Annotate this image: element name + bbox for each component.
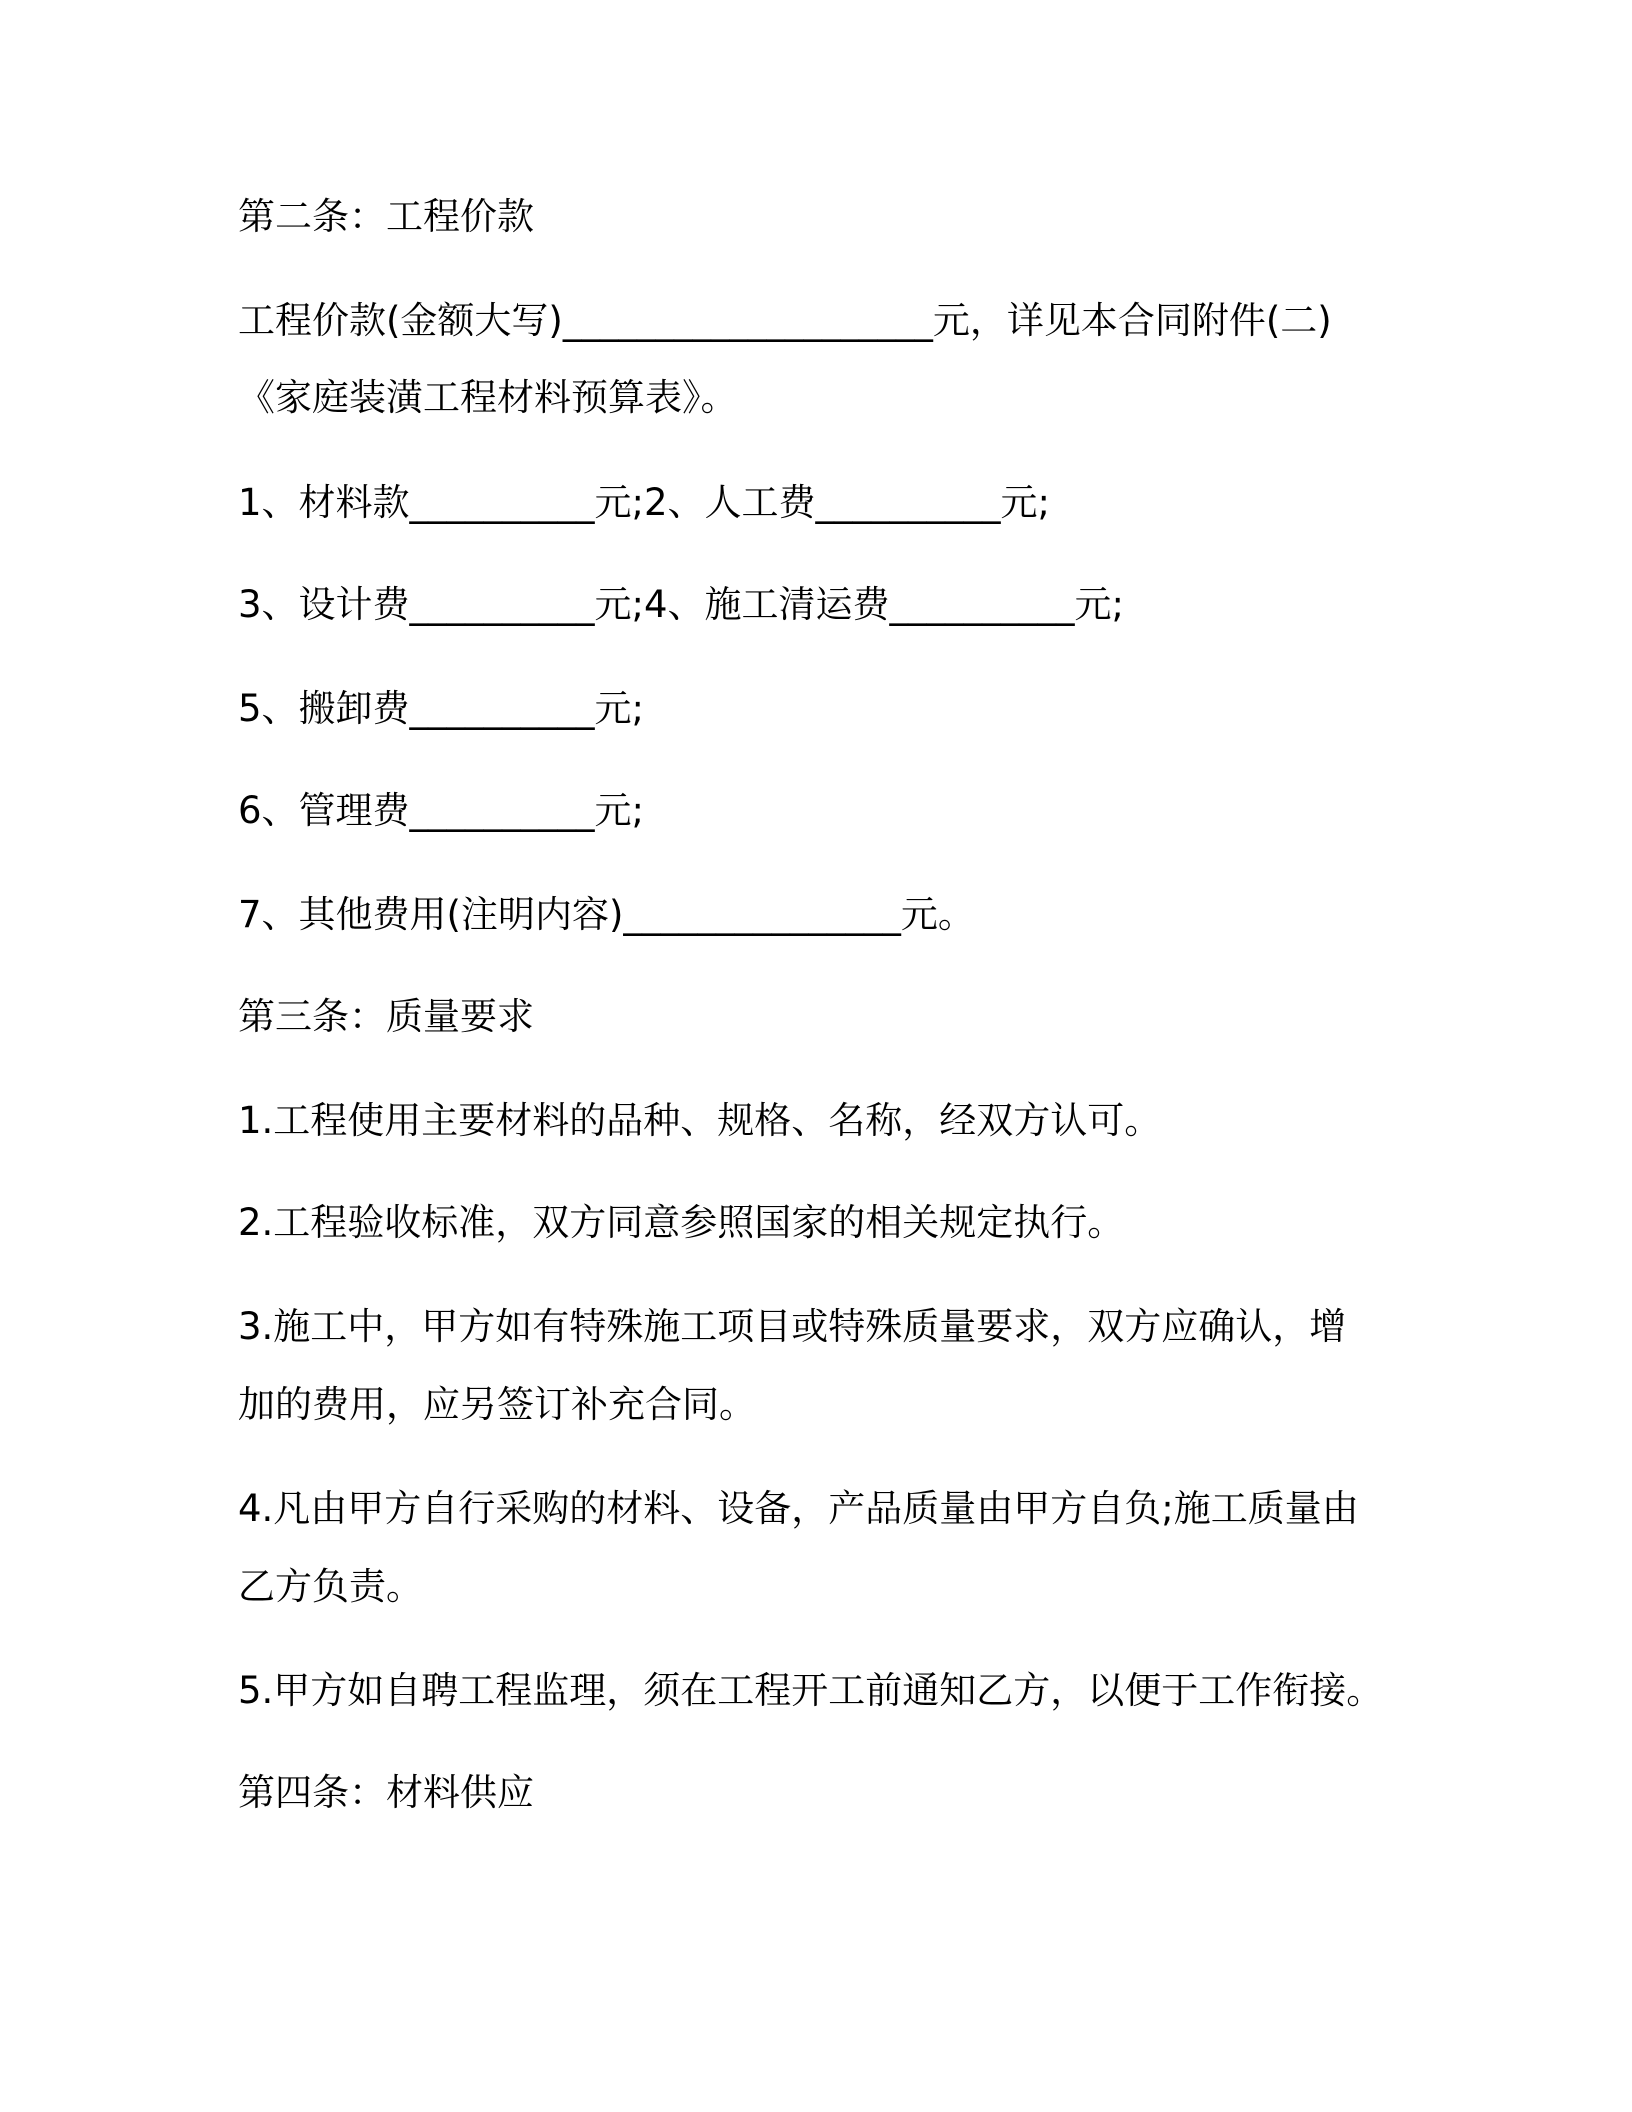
quality-item-1: 1.工程使用主要材料的品种、规格、名称，经双方认可。: [238, 1099, 1162, 1142]
quality-item-3-line-1: 3.施工中，甲方如有特殊施工项目或特殊质量要求，双方应确认，增: [238, 1305, 1347, 1348]
quality-item-4-line-2: 乙方负责。: [238, 1565, 423, 1608]
quality-item-4-line-1: 4.凡由甲方自行采购的材料、设备，产品质量由甲方自负;施工质量由: [238, 1487, 1359, 1530]
article-4-heading: 第四条：材料供应: [238, 1771, 534, 1814]
fee-item-5: 5、搬卸费__________元;: [238, 687, 645, 730]
quality-item-5: 5.甲方如自聘工程监理，须在工程开工前通知乙方，以便于工作衔接。: [238, 1669, 1384, 1712]
fee-item-7: 7、其他费用(注明内容)_______________元。: [238, 893, 975, 936]
article-3-heading: 第三条：质量要求: [238, 995, 534, 1038]
fee-item-6: 6、管理费__________元;: [238, 789, 645, 832]
quality-item-2: 2.工程验收标准，双方同意参照国家的相关规定执行。: [238, 1201, 1125, 1244]
project-price-line-2: 《家庭装潢工程材料预算表》。: [238, 376, 738, 419]
fee-item-1-2: 1、材料款__________元;2、人工费__________元;: [238, 481, 1051, 524]
fee-item-3-4: 3、设计费__________元;4、施工清运费__________元;: [238, 583, 1125, 626]
quality-item-3-line-2: 加的费用，应另签订补充合同。: [238, 1383, 756, 1426]
article-2-heading: 第二条：工程价款: [238, 195, 534, 238]
project-price-line-1: 工程价款(金额大写)____________________元，详见本合同附件(二): [238, 299, 1332, 342]
